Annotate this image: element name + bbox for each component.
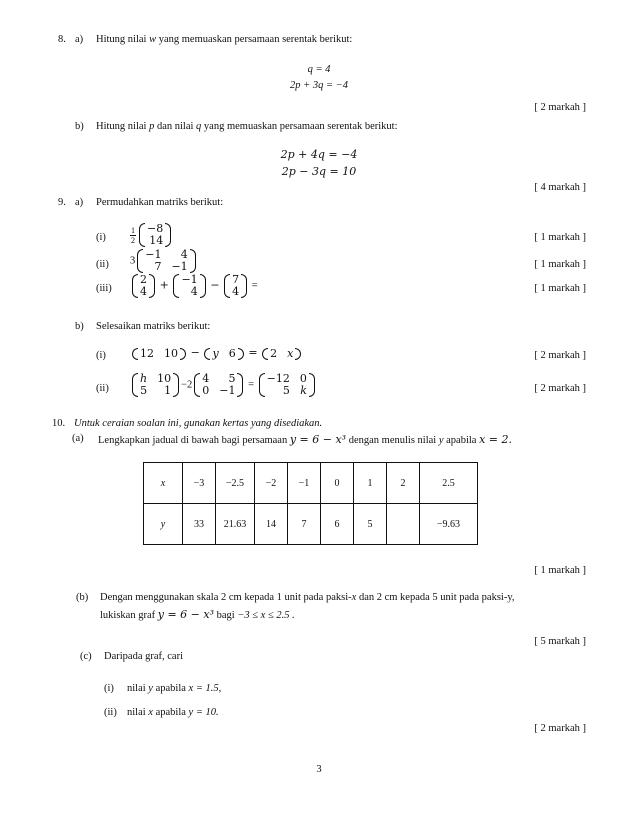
q10cii-label: (ii)	[104, 707, 117, 718]
q8b-eq2: 2p − 3q = 10	[281, 165, 357, 178]
q10c-label: (c)	[80, 651, 92, 662]
q10c-mark: [ 2 markah ]	[534, 723, 586, 734]
table-cell: 1	[354, 463, 387, 504]
table-cell: −2.5	[216, 463, 255, 504]
q9-number: 9.	[58, 197, 66, 208]
table-cell: −3	[183, 463, 216, 504]
matrix: −1 4 7 −1	[137, 249, 195, 273]
q8b-label: b)	[75, 121, 84, 132]
matrix: −8 14	[139, 223, 171, 247]
matrix: 4 5 0 −1	[194, 373, 243, 397]
table-cell: 2	[387, 463, 420, 504]
q9b-label: b)	[75, 321, 84, 332]
q9ai-label: (i)	[96, 232, 106, 243]
matrix: 7 4	[224, 274, 247, 298]
q8b-eq1: 2p + 4q = −4	[280, 148, 358, 161]
q9bii-expr: h 10 5 1 −2 4 5 0 −1 = −12 0 5 k	[130, 373, 317, 397]
table-cell: 7	[288, 504, 321, 545]
q9a-text: Permudahkan matriks berikut:	[96, 197, 224, 208]
table-cell: 0	[321, 463, 354, 504]
table-cell-blank[interactable]	[387, 504, 420, 545]
q9bi-mark: [ 2 markah ]	[534, 350, 586, 361]
q9aiii-expr: 2 4 + −1 4 − 7 4 =	[130, 274, 258, 298]
q9ai-expr	[130, 223, 173, 247]
matrix: −12 0 5 k	[259, 373, 315, 397]
matrix: −1 4	[173, 274, 205, 298]
table-row-x	[144, 463, 478, 504]
q8a-label: a)	[75, 34, 84, 45]
q10b-text-line1: Dengan menggunakan skala 2 cm kepada 1 unit pada paksi-x dan 2 cm kepada 5 unit pada paksi-y,	[100, 592, 515, 603]
q10b-text-line2: lukiskan graf y = 6 − x³ bagi −3 ≤ x ≤ 2.5 .	[100, 608, 295, 621]
q10a-label: (a)	[72, 433, 84, 444]
q8a-mark: [ 2 markah ]	[534, 102, 586, 113]
table-cell: 5	[354, 504, 387, 545]
table-cell: 6	[321, 504, 354, 545]
q10-intro: Untuk ceraian soalan ini, gunakan kertas yang disediakan.	[74, 418, 323, 429]
q10b-mark: [ 5 markah ]	[534, 636, 586, 647]
table-cell: 2.5	[420, 463, 478, 504]
q9bi-expr: 12 10 − y 6 = 2 x	[130, 346, 303, 360]
q9aiii-label: (iii)	[96, 283, 112, 294]
q9bi-label: (i)	[96, 350, 106, 361]
table-row-y	[144, 504, 478, 545]
matrix: 2 4	[132, 274, 155, 298]
matrix: 2 x	[262, 348, 301, 360]
q9aii-label: (ii)	[96, 259, 109, 270]
table-header-y: y	[144, 504, 183, 545]
table-cell: 14	[255, 504, 288, 545]
q10ci-text: nilai y apabila x = 1.5,	[127, 683, 222, 694]
q10a-text: Lengkapkan jadual di bawah bagi persamaan y = 6 − x³ dengan menulis nilai y apabila x = 2.	[98, 433, 512, 446]
q9a-label: a)	[75, 197, 84, 208]
matrix: h 10 5 1	[132, 373, 179, 397]
fraction-half: $\frac{1}{2}$	[131, 225, 135, 245]
q10a-mark: [ 1 markah ]	[534, 565, 586, 576]
q10c-text: Daripada graf, cari	[104, 651, 183, 662]
q8b-text: Hitung nilai p dan nilai q yang memuaskan persamaan serentak berikut:	[96, 121, 398, 132]
q10ci-label: (i)	[104, 683, 114, 694]
table-header-x: x	[144, 463, 183, 504]
table-cell: 21.63	[216, 504, 255, 545]
q8a-text: Hitung nilai w yang memuaskan persamaan serentak berikut:	[96, 34, 353, 45]
page-number: 3	[316, 764, 322, 775]
q8b-mark: [ 4 markah ]	[534, 182, 586, 193]
q8-number: 8.	[58, 34, 66, 45]
matrix: 12 10	[132, 348, 186, 360]
q9b-text: Selesaikan matriks berikut:	[96, 321, 211, 332]
table-cell: −2	[255, 463, 288, 504]
q10-number: 10.	[52, 418, 66, 429]
table-cell: −1	[288, 463, 321, 504]
table-cell: −9.63	[420, 504, 478, 545]
matrix: y 6	[204, 348, 243, 360]
q10b-label: (b)	[76, 592, 89, 603]
value-table	[143, 462, 478, 545]
q8a-eq2: 2p + 3q = −4	[289, 80, 348, 91]
q9aiii-mark: [ 1 markah ]	[534, 283, 586, 294]
q9bii-mark: [ 2 markah ]	[534, 383, 586, 394]
q8a-eq1: q = 4	[307, 64, 331, 75]
q9ai-mark: [ 1 markah ]	[534, 232, 586, 243]
table-cell: 33	[183, 504, 216, 545]
q9bii-label: (ii)	[96, 383, 109, 394]
q10cii-text: nilai x apabila y = 10.	[127, 707, 219, 718]
q9aii-expr: 3 −1 4 7 −1	[130, 249, 198, 273]
q9aii-mark: [ 1 markah ]	[534, 259, 586, 270]
